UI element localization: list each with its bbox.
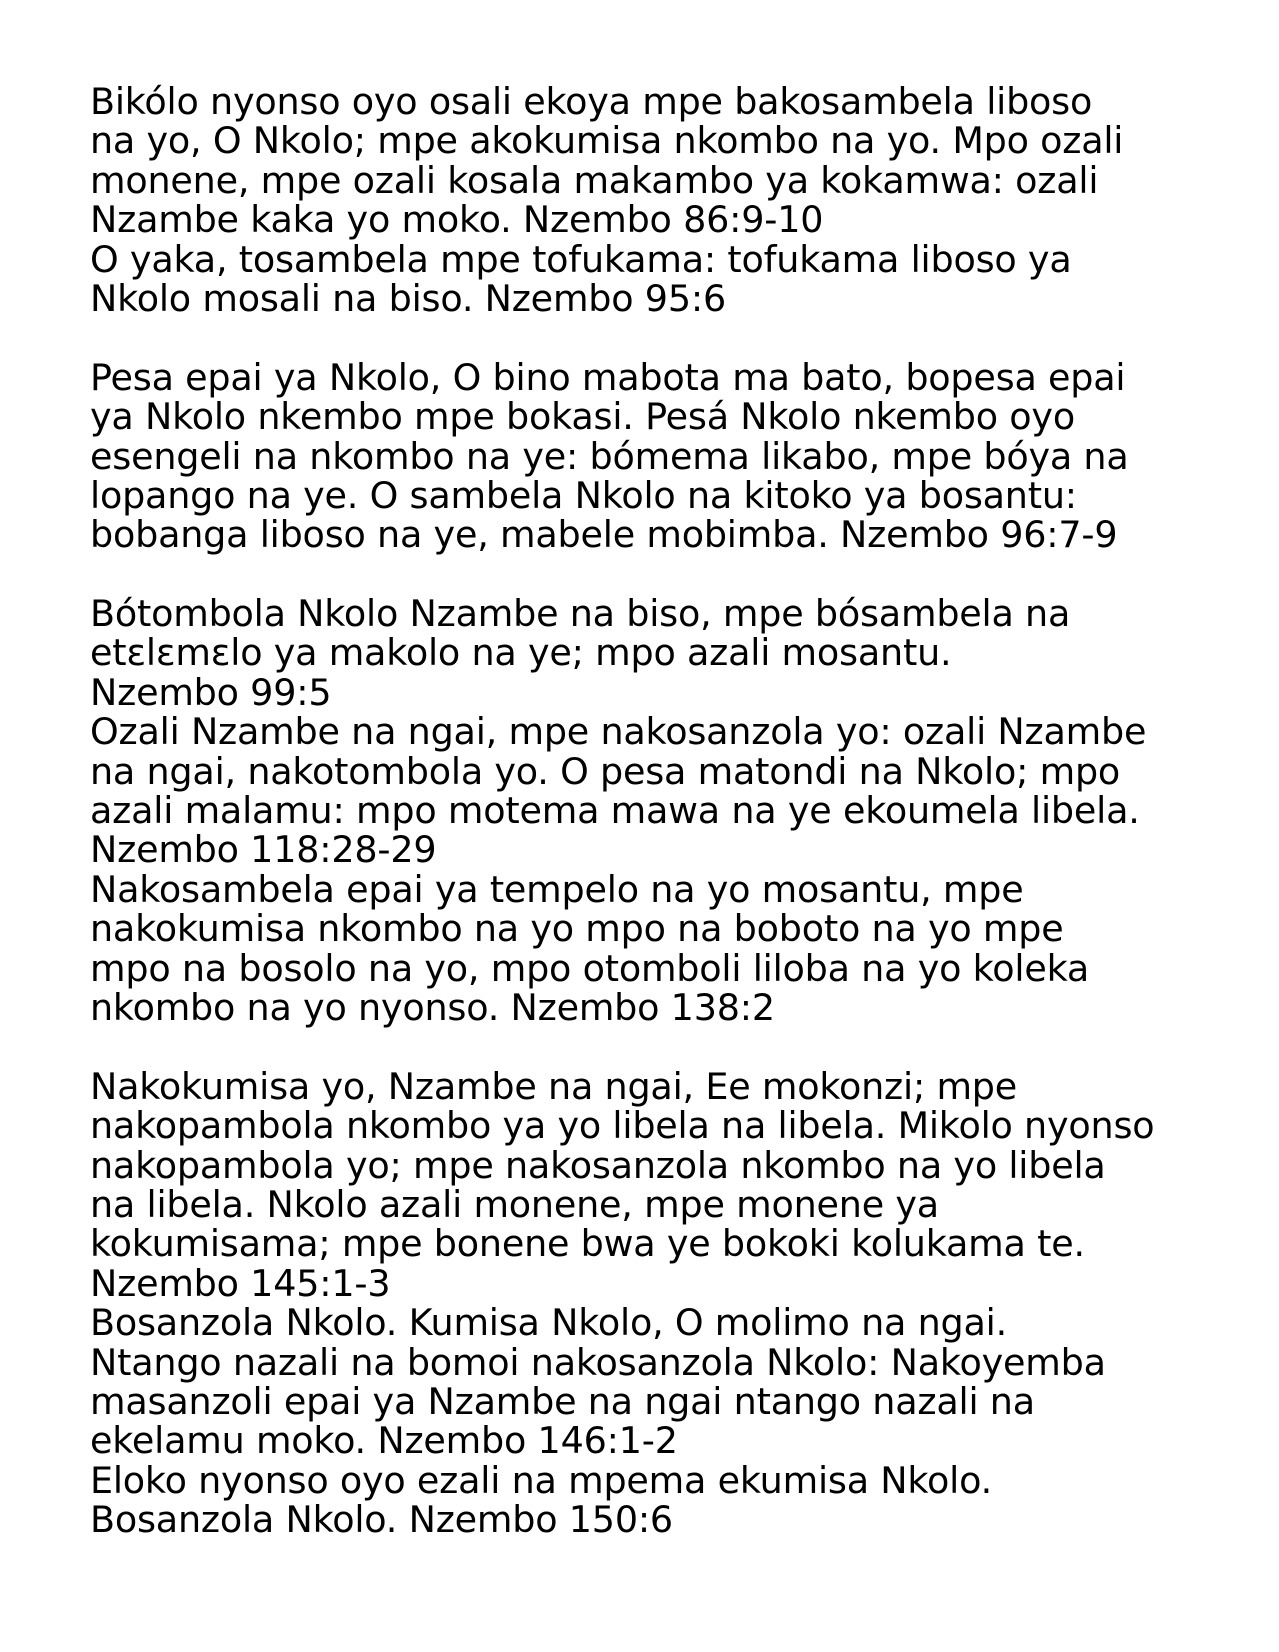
text-line: nakokumisa nkombo na yo mpo na boboto na yo mpe (90, 907, 1064, 951)
text-line: O yaka, tosambela mpe tofukama: tofukama liboso ya (90, 237, 1072, 281)
text-line: Ntango nazali na bomoi nakosanzola Nkolo: Nakoyemba (90, 1340, 1106, 1384)
text-line: bobanga liboso na ye, mabele mobimba. Nzembo 96:7-9 (90, 513, 1118, 557)
text-line: azali malamu: mpo motema mawa na ye ekoumela libela. (90, 789, 1140, 833)
text-line: na ngai, nakotombola yo. O pesa matondi na Nkolo; mpo (90, 749, 1121, 793)
text-line: etɛlɛmɛlo ya makolo na ye; mpo azali mosantu. (90, 631, 952, 675)
paragraph-gap (90, 555, 1220, 594)
text-line: Pesa epai ya Nkolo, O bino mabota ma bato, bopesa epai (90, 355, 1126, 399)
text-line: ya Nkolo nkembo mpe bokasi. Pesá Nkolo nkembo oyo (90, 395, 1075, 439)
text-line: Nkolo mosali na biso. Nzembo 95:6 (90, 276, 726, 320)
document-page (90, 80, 1220, 1542)
text-line: ekelamu moko. Nzembo 146:1-2 (90, 1419, 678, 1463)
text-line: nakopambola yo; mpe nakosanzola nkombo na yo libela (90, 1143, 1106, 1187)
text-line: na yo, O Nkolo; mpe akokumisa nkombo na yo. Mpo ozali (90, 119, 1124, 163)
text-line: Nakosambela epai ya tempelo na yo mosantu, mpe (90, 867, 1024, 911)
text-line: Nzambe kaka yo moko. Nzembo 86:9-10 (90, 198, 824, 242)
text-line: lopango na ye. O sambela Nkolo na kitoko ya bosantu: (90, 473, 1077, 517)
text-line: mpo na bosolo na yo, mpo otomboli liloba na yo koleka (90, 946, 1090, 990)
text-line: kokumisama; mpe bonene bwa ye bokoki kolukama te. (90, 1222, 1085, 1266)
text-line: Bikólo nyonso oyo osali ekoya mpe bakosambela liboso (90, 80, 1093, 123)
text-line: Bosanzola Nkolo. Nzembo 150:6 (90, 1498, 673, 1542)
paragraph-gap (90, 1027, 1220, 1066)
text-line: masanzoli epai ya Nzambe na ngai ntango nazali na (90, 1379, 1035, 1423)
text-line: nakopambola nkombo ya yo libela na libela. Mikolo nyonso (90, 1104, 1155, 1148)
text-line: Ozali Nzambe na ngai, mpe nakosanzola yo: ozali Nzambe (90, 710, 1147, 754)
text-line: Nzembo 99:5 (90, 670, 332, 714)
text-line: Nakokumisa yo, Nzambe na ngai, Ee mokonzi; mpe (90, 1064, 1018, 1108)
text-line: Nzembo 118:28-29 (90, 828, 437, 872)
text-line: Bótombola Nkolo Nzambe na biso, mpe bósambela na (90, 592, 1071, 636)
text-line: Eloko nyonso oyo ezali na mpema ekumisa Nkolo. (90, 1458, 992, 1502)
paragraph-gap (90, 318, 1220, 357)
text-line: esengeli na nkombo na ye: bómema likabo, mpe bóya na (90, 434, 1129, 478)
text-line: monene, mpe ozali kosala makambo ya kokamwa: ozali (90, 158, 1099, 202)
text-line: Nzembo 145:1-3 (90, 1261, 391, 1305)
text-line: Bosanzola Nkolo. Kumisa Nkolo, O molimo na ngai. (90, 1301, 1007, 1345)
text-line: na libela. Nkolo azali monene, mpe monene ya (90, 1182, 939, 1226)
text-line: nkombo na yo nyonso. Nzembo 138:2 (90, 985, 775, 1029)
